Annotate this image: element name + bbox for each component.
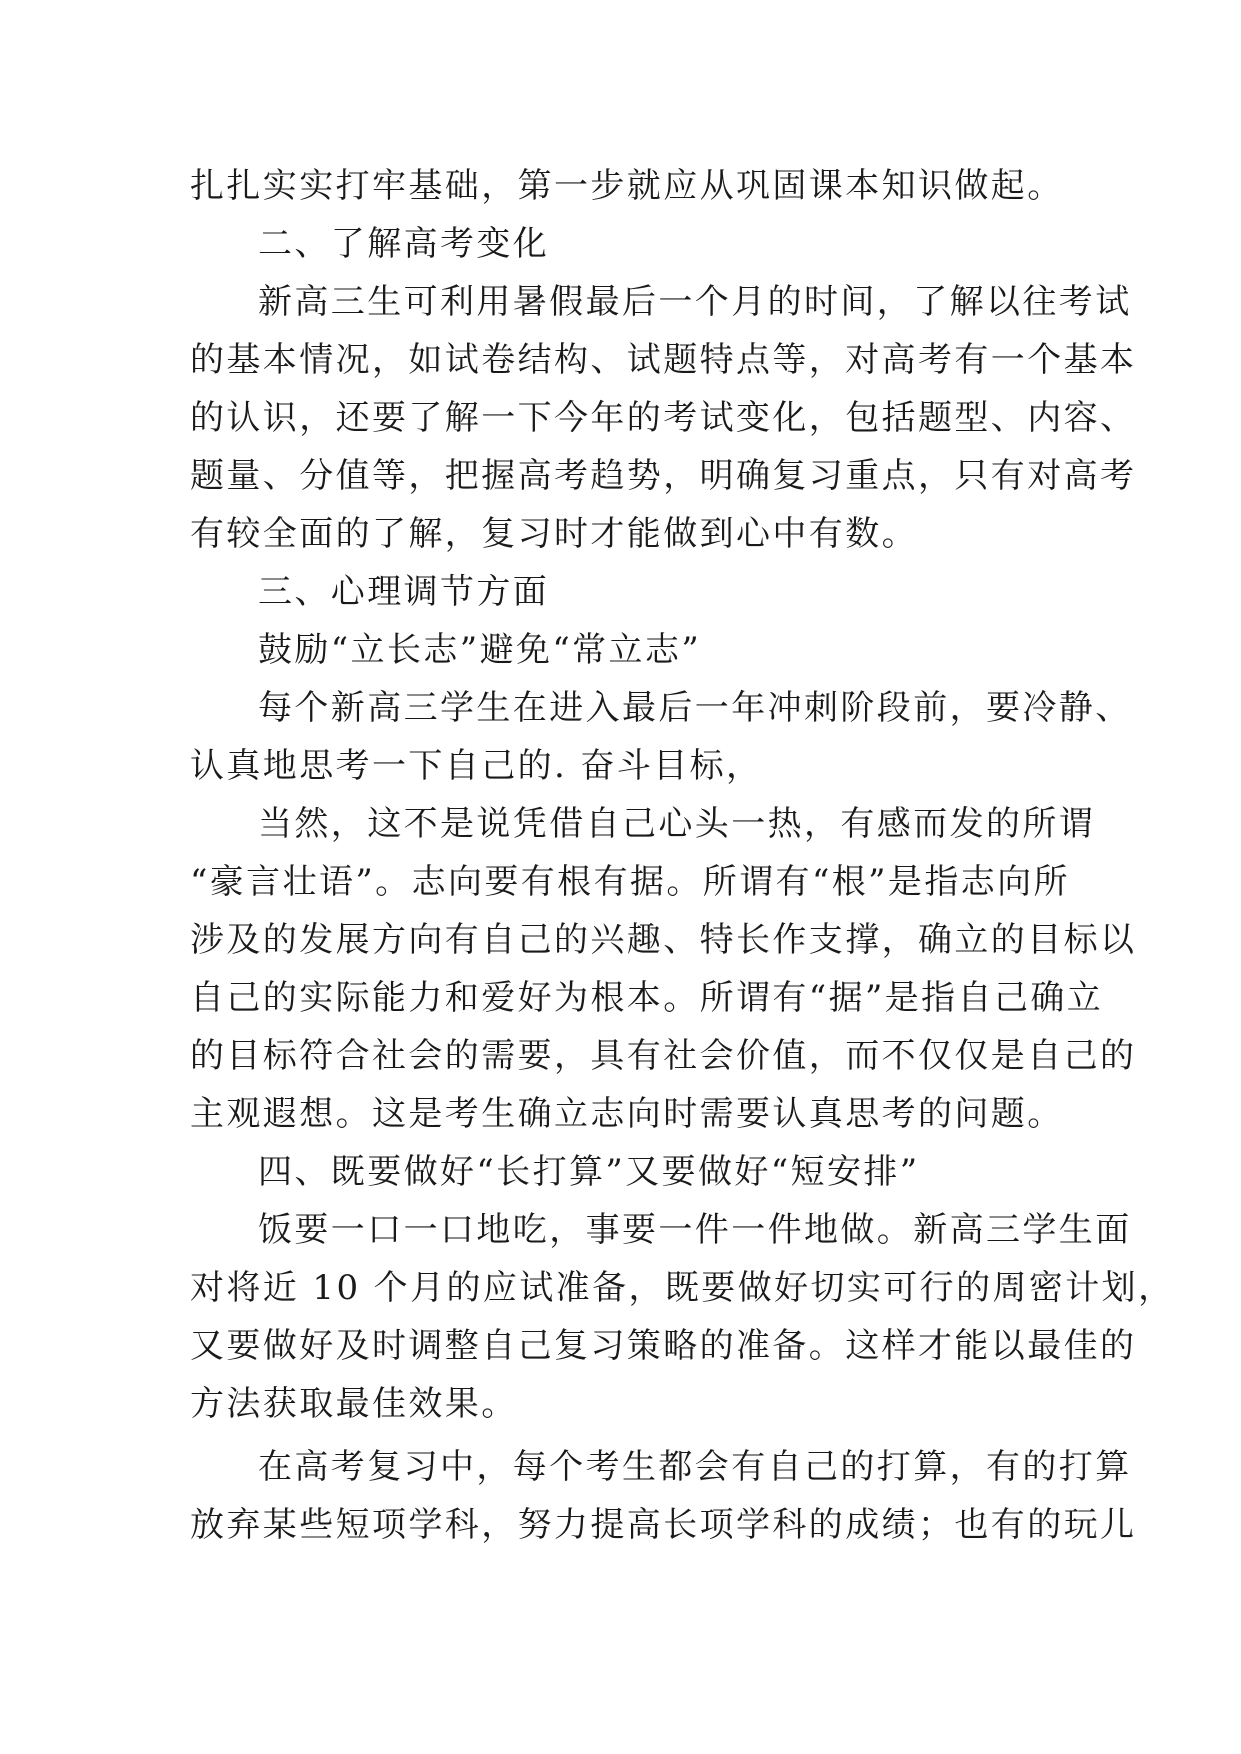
text-line: 的基本情况，如试卷结构、试题特点等，对高考有一个基本 [190,340,1137,380]
text-line: 对将近 10 个月的应试准备，既要做好切实可行的周密计划， [190,1268,1175,1308]
text-line: 涉及的发展方向有自己的兴趣、特长作支撑，确立的目标以 [190,920,1137,960]
text-line: 饭要一口一口地吃，事要一件一件地做。新高三学生面 [258,1210,1132,1250]
text-line: 方法获取最佳效果。 [190,1384,518,1424]
text-line: 的认识，还要了解一下今年的考试变化，包括题型、内容、 [190,398,1137,438]
sub-heading: 鼓励“立长志”避免“常立志” [258,630,702,670]
text-line: “豪言壮语”。志向要有根有据。所谓有“根”是指志向所 [190,862,1070,902]
text-line: 认真地思考一下自己的. 奋斗目标， [190,746,763,786]
text-line: 自己的实际能力和爱好为根本。所谓有“据”是指自己确立 [190,978,1104,1018]
text-line: 在高考复习中，每个考生都会有自己的打算，有的打算 [258,1447,1132,1487]
text-line: 主观遐想。这是考生确立志向时需要认真思考的问题。 [190,1094,1064,1134]
section-heading: 二、了解高考变化 [258,224,550,264]
text-line: 的目标符合社会的需要，具有社会价值，而不仅仅是自己的 [190,1036,1137,1076]
text-line: 又要做好及时调整自己复习策略的准备。这样才能以最佳的 [190,1326,1137,1366]
text-line: 有较全面的了解，复习时才能做到心中有数。 [190,514,918,554]
text-line: 题量、分值等，把握高考趋势，明确复习重点，只有对高考 [190,456,1137,496]
text-line: 扎扎实实打牢基础，第一步就应从巩固课本知识做起。 [190,166,1064,206]
text-line: 每个新高三学生在进入最后一年冲刺阶段前，要冷静、 [258,688,1132,728]
text-line: 放弃某些短项学科，努力提高长项学科的成绩；也有的玩儿 [190,1505,1137,1545]
text-line: 新高三生可利用暑假最后一个月的时间，了解以往考试 [258,282,1132,322]
section-heading: 四、既要做好“长打算”又要做好“短安排” [258,1152,920,1192]
text-line: 当然，这不是说凭借自己心头一热，有感而发的所谓 [258,804,1096,844]
section-heading: 三、心理调节方面 [258,572,550,612]
